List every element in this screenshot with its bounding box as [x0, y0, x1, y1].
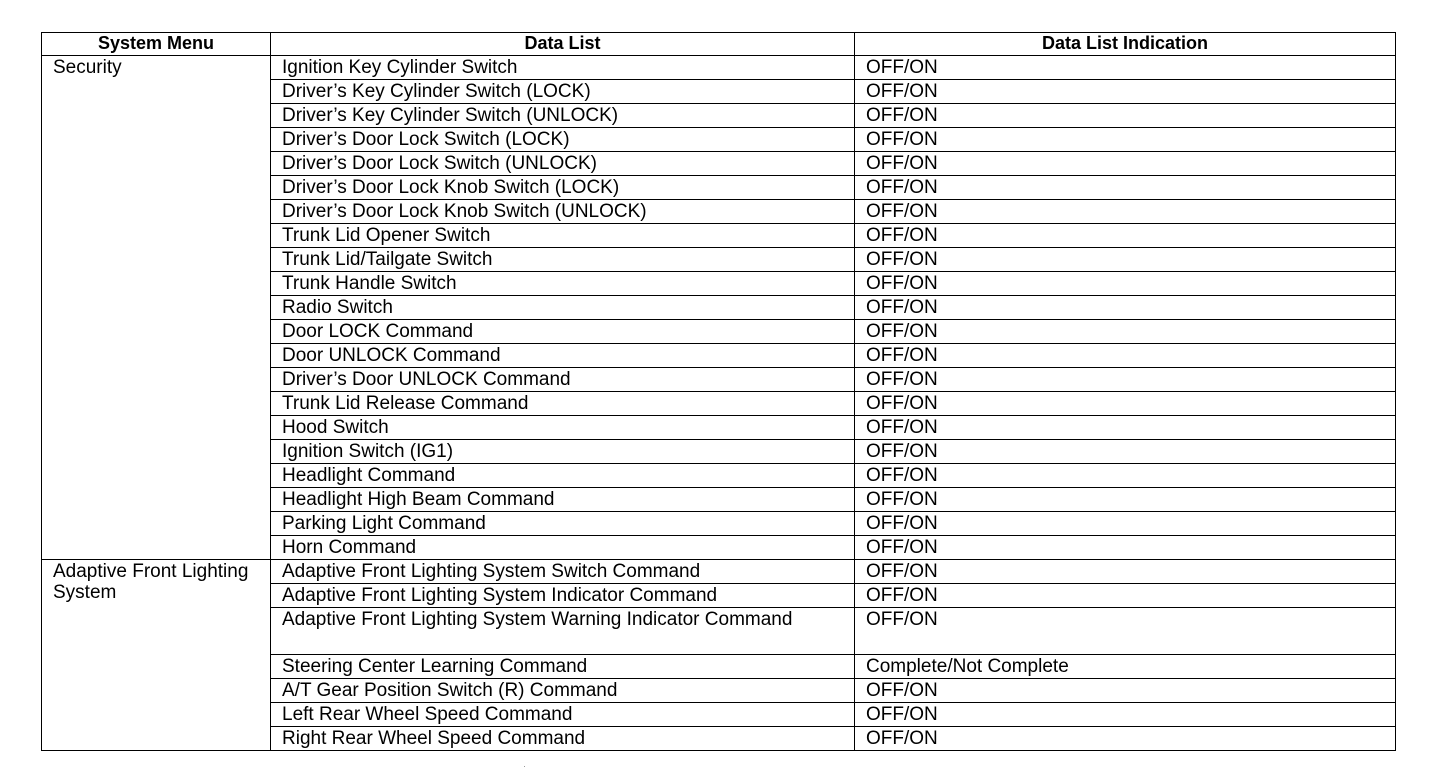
- data-list-indication-cell: OFF/ON: [855, 272, 1396, 296]
- data-list-indication-cell: OFF/ON: [855, 248, 1396, 272]
- data-list-indication-cell: Complete/Not Complete: [855, 655, 1396, 679]
- header-data-list-indication: Data List Indication: [855, 33, 1396, 56]
- data-list-indication-cell: OFF/ON: [855, 392, 1396, 416]
- data-list-cell: Radio Switch: [271, 296, 855, 320]
- data-list-indication-cell: OFF/ON: [855, 464, 1396, 488]
- data-list-cell: Ignition Key Cylinder Switch: [271, 56, 855, 80]
- data-list-indication-cell: OFF/ON: [855, 727, 1396, 751]
- data-list-indication-cell: OFF/ON: [855, 152, 1396, 176]
- table-row: [42, 56, 1396, 80]
- data-list-cell: Adaptive Front Lighting System Warning Indicator Command: [271, 608, 855, 655]
- data-list-cell: A/T Gear Position Switch (R) Command: [271, 679, 855, 703]
- data-list-indication-cell: OFF/ON: [855, 536, 1396, 560]
- data-list-indication-cell: OFF/ON: [855, 128, 1396, 152]
- data-list-cell: Hood Switch: [271, 416, 855, 440]
- data-list-indication-cell: OFF/ON: [855, 488, 1396, 512]
- data-list-indication-cell: OFF/ON: [855, 512, 1396, 536]
- data-list-cell: Headlight Command: [271, 464, 855, 488]
- data-list-cell: Driver’s Door Lock Knob Switch (UNLOCK): [271, 200, 855, 224]
- data-list-cell: Trunk Lid Release Command: [271, 392, 855, 416]
- data-list-indication-cell: OFF/ON: [855, 584, 1396, 608]
- data-list-indication-cell: OFF/ON: [855, 703, 1396, 727]
- data-list-cell: Horn Command: [271, 536, 855, 560]
- data-list-indication-cell: OFF/ON: [855, 104, 1396, 128]
- system-menu-cell: Adaptive Front Lighting System: [42, 560, 271, 751]
- data-list-indication-cell: OFF/ON: [855, 224, 1396, 248]
- data-list-cell: Door UNLOCK Command: [271, 344, 855, 368]
- data-list-cell: Driver’s Door Lock Knob Switch (LOCK): [271, 176, 855, 200]
- data-list-cell: Parking Light Command: [271, 512, 855, 536]
- stray-dot: [524, 766, 525, 767]
- data-list-indication-cell: OFF/ON: [855, 176, 1396, 200]
- data-list-cell: Ignition Switch (IG1): [271, 440, 855, 464]
- table-body: [42, 56, 1396, 751]
- data-list-cell: Adaptive Front Lighting System Indicator Command: [271, 584, 855, 608]
- data-list-indication-cell: OFF/ON: [855, 560, 1396, 584]
- data-list-cell: Headlight High Beam Command: [271, 488, 855, 512]
- data-list-indication-cell: OFF/ON: [855, 320, 1396, 344]
- data-list-cell: Door LOCK Command: [271, 320, 855, 344]
- data-list-indication-cell: OFF/ON: [855, 56, 1396, 80]
- data-list-cell: Right Rear Wheel Speed Command: [271, 727, 855, 751]
- data-list-cell: Left Rear Wheel Speed Command: [271, 703, 855, 727]
- data-list-indication-cell: OFF/ON: [855, 416, 1396, 440]
- data-list-indication-cell: OFF/ON: [855, 608, 1396, 655]
- data-list-indication-cell: OFF/ON: [855, 344, 1396, 368]
- data-list-indication-cell: OFF/ON: [855, 200, 1396, 224]
- data-list-cell: Adaptive Front Lighting System Switch Command: [271, 560, 855, 584]
- data-list-indication-cell: OFF/ON: [855, 440, 1396, 464]
- data-list-cell: Driver’s Key Cylinder Switch (UNLOCK): [271, 104, 855, 128]
- data-list-cell: Trunk Lid/Tailgate Switch: [271, 248, 855, 272]
- data-list-cell: Steering Center Learning Command: [271, 655, 855, 679]
- data-list-table: [41, 32, 1396, 751]
- header-data-list: Data List: [271, 33, 855, 56]
- system-menu-cell: Security: [42, 56, 271, 560]
- table-row: [42, 560, 1396, 584]
- data-list-cell: Driver’s Door Lock Switch (LOCK): [271, 128, 855, 152]
- data-list-indication-cell: OFF/ON: [855, 679, 1396, 703]
- header-system-menu: System Menu: [42, 33, 271, 56]
- data-list-indication-cell: OFF/ON: [855, 80, 1396, 104]
- header-row: [42, 33, 1396, 56]
- data-list-cell: Driver’s Door UNLOCK Command: [271, 368, 855, 392]
- data-list-cell: Trunk Lid Opener Switch: [271, 224, 855, 248]
- data-list-cell: Driver’s Door Lock Switch (UNLOCK): [271, 152, 855, 176]
- data-list-cell: Trunk Handle Switch: [271, 272, 855, 296]
- data-list-indication-cell: OFF/ON: [855, 368, 1396, 392]
- data-list-indication-cell: OFF/ON: [855, 296, 1396, 320]
- data-list-cell: Driver’s Key Cylinder Switch (LOCK): [271, 80, 855, 104]
